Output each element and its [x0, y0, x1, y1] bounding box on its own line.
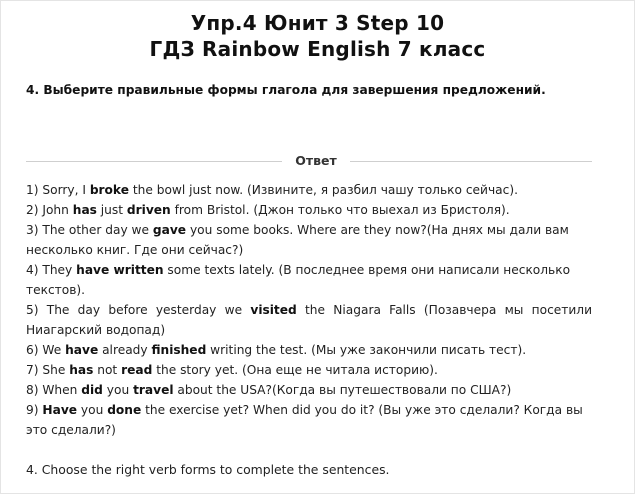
- answer-item-1: 1) Sorry, I broke the bowl just now. (Извините, я разбил чашу только сейчас).: [26, 183, 518, 197]
- answer-item-6: 6) We have already finished writing the test. (Мы уже закончили писать тест).: [26, 343, 527, 357]
- english-instruction: 4. Choose the right verb forms to complete the sentences.: [26, 462, 390, 477]
- task-instruction: 4. Выберите правильные формы глагола для завершения предложений.: [26, 83, 546, 97]
- divider-right: [350, 161, 592, 162]
- page-title: Упр.4 Юнит 3 Step 10: [190, 11, 445, 35]
- answer-item-8: 8) When did you travel about the USA?(Когда вы путешествовали по США?): [26, 383, 512, 397]
- answer-list: [26, 180, 592, 440]
- answer-item-9: 9) Have you done the exercise yet? When did you do it? (Вы уже это сделали? Когда вы это сделали?): [26, 403, 583, 437]
- answer-item-3: 3) The other day we gave you some books. Where are they now?(На днях мы дали вам несколько книг. Где они сейчас?): [26, 223, 569, 257]
- page-subtitle: ГДЗ Rainbow English 7 класс: [149, 37, 486, 61]
- answer-heading: Ответ: [295, 153, 337, 168]
- answer-item-4: 4) They have written some texts lately. (В последнее время они написали несколько текстов).: [26, 263, 571, 297]
- answer-item-5: 5) The day before yesterday we visited the Niagara Falls (Позавчера мы посетили Ниагарский водопад): [26, 303, 593, 337]
- answer-item-7: 7) She has not read the story yet. (Она еще не читала историю).: [26, 363, 438, 377]
- answer-item-2: 2) John has just driven from Bristol. (Джон только что выехал из Бристоля).: [26, 203, 510, 217]
- divider-left: [26, 161, 282, 162]
